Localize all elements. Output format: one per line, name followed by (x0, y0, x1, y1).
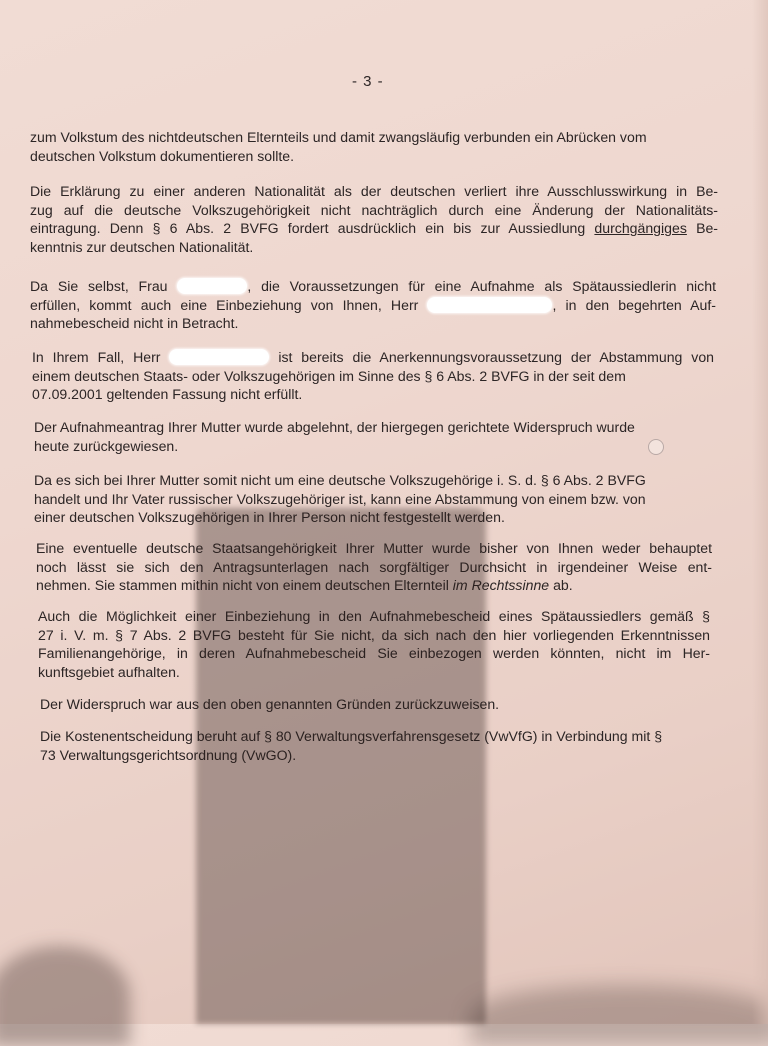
text-line: 27 i. V. m. § 7 Abs. 2 BVFG besteht für Sie nicht, da sich nach den hier vorliegenden Erkenntnissen (38, 626, 710, 643)
text-line: zum Volkstum des nichtdeutschen Elternteils und damit zwangsläufig verbunden ein Abrücken vom (30, 129, 647, 145)
paragraph-volkszugehoerige (34, 471, 714, 527)
paragraph-spaetaussiedler (38, 607, 710, 681)
text-line: heute zurückgewiesen. (34, 437, 179, 454)
text-line (36, 576, 712, 595)
text-segment: erfüllen, kommt auch eine Einbeziehung von Ihnen, Herr (30, 296, 419, 313)
page-number: - 3 - (352, 73, 384, 90)
text-line: Eine eventuelle deutsche Staatsangehörigkeit Ihrer Mutter wurde bisher von Ihnen weder behauptet (36, 540, 712, 556)
text-segment: , in den begehrten Auf- (552, 296, 716, 313)
text-line: einer deutschen Volkszugehörigen in Ihrer Person nicht festgestellt werden. (34, 509, 505, 525)
paragraph-kostenentscheidung (40, 727, 710, 764)
text-line: einem deutschen Staats- oder Volkszugehörigen im Sinne des § 6 Abs. 2 BVFG in der seit dem (32, 367, 626, 384)
text-line: Der Widerspruch war aus den oben genannten Gründen zurückzuweisen. (40, 696, 500, 712)
text-line (30, 219, 718, 238)
text-line: Auch die Möglichkeit einer Einbeziehung in den Aufnahmebescheid eines Spätaussiedlers gemäß § (38, 608, 710, 624)
text-segment: nehmen. Sie stammen mithin nicht von einem deutschen Elternteil (36, 577, 449, 593)
text-line: kenntnis zur deutschen Nationalität. (30, 238, 254, 255)
paragraph-volkstum (30, 128, 720, 165)
circle-mark (648, 439, 664, 455)
text-line: Der Aufnahmeantrag Ihrer Mutter wurde abgelehnt, der hiergegen gerichtete Widerspruch wurde (34, 419, 635, 435)
redaction-mark (169, 349, 269, 365)
text-line: 73 Verwaltungsgerichtsordnung (VwGO). (40, 746, 297, 763)
text-line: zug auf die deutsche Volkszugehörigkeit nicht nachträglich durch eine Änderung der Nationalitäts- (30, 201, 718, 218)
text-segment: Da Sie selbst, Frau (30, 278, 168, 294)
redaction-mark (427, 297, 552, 313)
text-line: Die Erklärung zu einer anderen Nationalität als der deutschen verliert ihre Ausschlusswirkung in Be- (30, 183, 718, 199)
paper-edge (752, 0, 768, 1024)
text-line: Die Kostenentscheidung beruht auf § 80 Verwaltungsverfahrensgesetz (VwVfG) in Verbindung mit § (40, 728, 663, 744)
paragraph-aufnahmeantrag (34, 418, 714, 455)
text-segment: ist bereits die Anerkennungsvoraussetzung der Abstammung von (278, 349, 715, 365)
text-segment: , die Voraussetzungen für eine Aufnahme als Spätaussiedlerin nicht (247, 278, 716, 294)
text-line: Familienangehörige, in deren Aufnahmebescheid Sie einbezogen werden könnten, nicht im Her- (38, 645, 710, 661)
text-line: 07.09.2001 geltenden Fassung nicht erfüllt. (32, 386, 303, 402)
text-line: Da es sich bei Ihrer Mutter somit nicht um eine deutsche Volkszugehörige i. S. d. § 6 Abs. 2 BVFG (34, 472, 646, 488)
corner-shadow (0, 946, 130, 1046)
text-segment: eintragung. Denn § 6 Abs. 2 BVFG fordert ausdrücklich ein bis zur Aussiedlung (30, 220, 586, 236)
paragraph-einbeziehung (30, 277, 716, 333)
text-line (32, 348, 714, 367)
text-line: nahmebescheid nicht in Betracht. (30, 315, 239, 331)
paragraph-widerspruch (40, 695, 710, 714)
redaction-mark (177, 278, 247, 294)
corner-shadow (470, 985, 768, 1045)
text-line (30, 277, 716, 296)
text-segment: In Ihrem Fall, Herr (32, 349, 161, 365)
text-line (30, 296, 716, 315)
text-line: noch lässt sie sich den Antragsunterlagen nach sorgfältiger Durchsicht in irgendeiner Weise ent- (36, 558, 712, 575)
paragraph-abstammung (32, 348, 714, 404)
text-line: deutschen Volkstum dokumentieren sollte. (30, 147, 295, 164)
text-line: kunftsgebiet aufhalten. (38, 663, 180, 680)
italic-phrase: im Rechtssinne (452, 577, 550, 593)
text-segment: ab. (553, 577, 573, 593)
paragraph-nationalitaet (30, 182, 718, 256)
underlined-word: durchgängiges (594, 220, 687, 236)
text-line: handelt und Ihr Vater russischer Volkszugehöriger ist, kann eine Abstammung von einem bzw. von (34, 490, 646, 507)
text-segment: Be- (696, 220, 718, 236)
paragraph-staatsangehoerigkeit (36, 539, 712, 595)
